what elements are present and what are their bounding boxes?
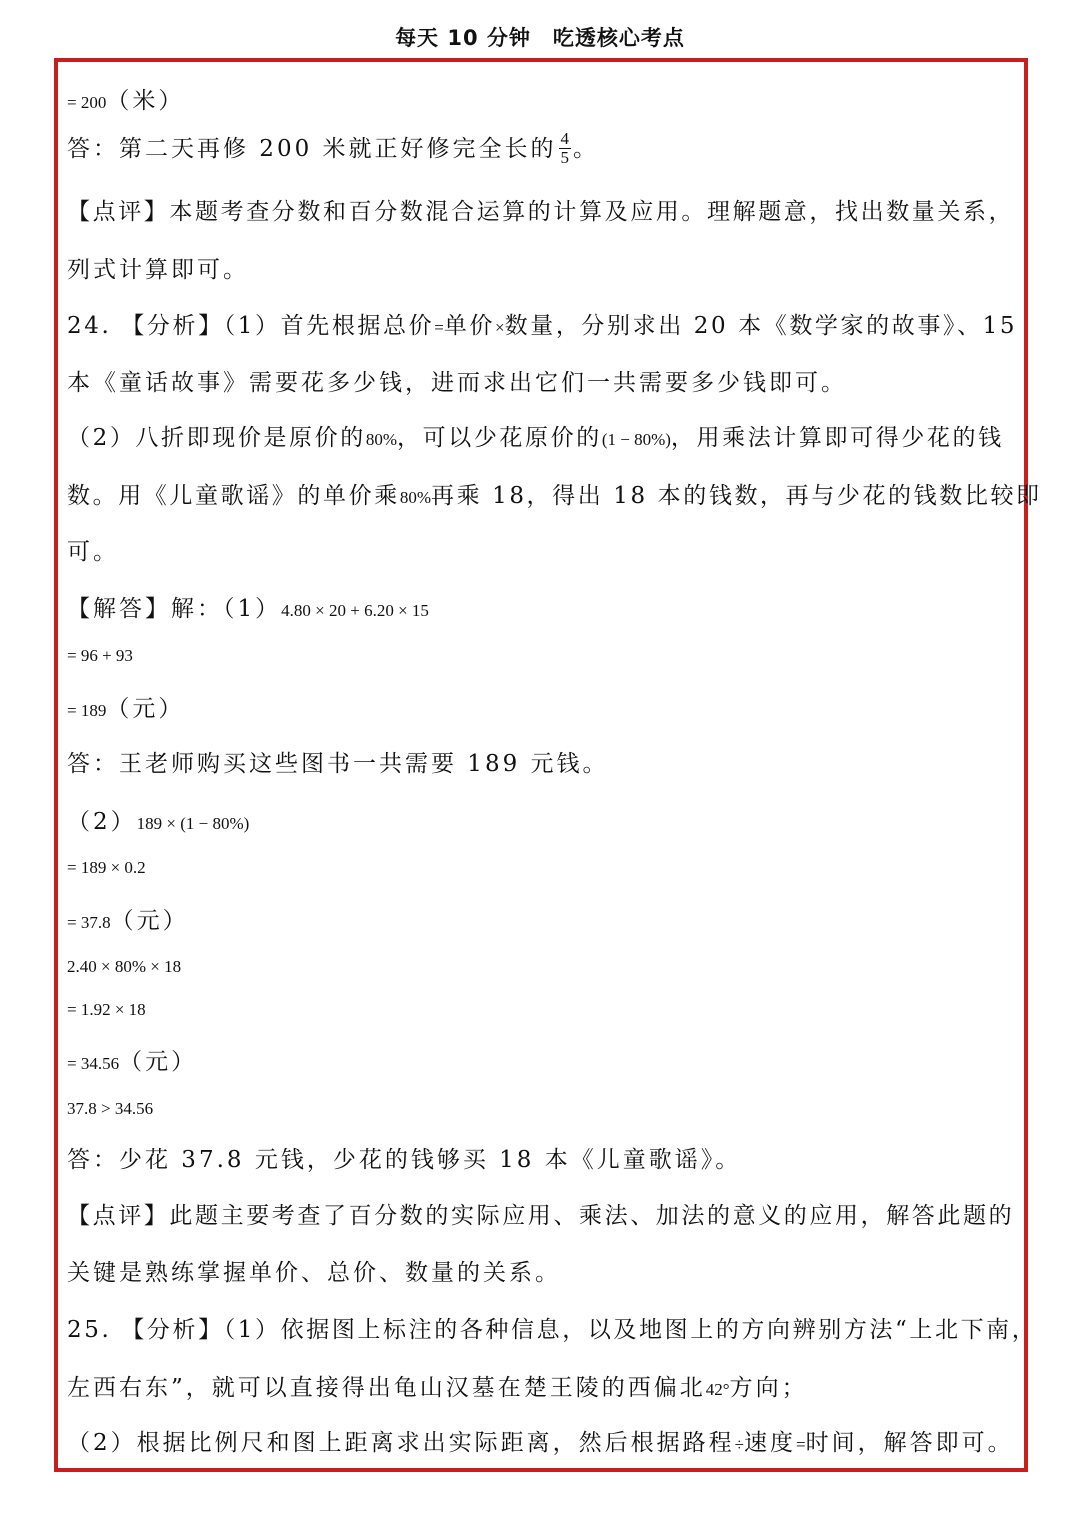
analysis-text: 数量，分别求出 20 本《数学家的故事》、15 [504, 313, 1018, 339]
math-expression: = 34.56 [67, 1054, 120, 1073]
analysis-text: 速度 [743, 1430, 796, 1456]
analysis-text: 再乘 18，得出 18 本的钱数，再与少花的钱数比较即 [430, 483, 1042, 509]
solution-line-24b [67, 803, 249, 836]
equals-sign: = [795, 1435, 806, 1454]
analysis-text: 方向； [729, 1375, 808, 1401]
comment-line-24a: 【点评】此题主要考查了百分数的实际应用、乘法、加法的意义的应用，解答此题的 [67, 1203, 1015, 1229]
fraction-denominator: 5 [560, 147, 570, 167]
math-expression: 2.40 × 80% × 18 [67, 957, 182, 976]
analysis-text: （2）八折即现价是原价的 [67, 425, 366, 451]
analysis-text: 左西右东”，就可以直接得出龟山汉墓在楚王陵的西偏北 [67, 1375, 706, 1401]
percent-value: 80% [399, 488, 431, 507]
solution-label: 【解答】解：（1） [67, 596, 282, 622]
period: 。 [573, 136, 600, 162]
comment-line-23b: 列式计算即可。 [67, 257, 249, 283]
calc-line [67, 853, 146, 879]
analysis-line-25a: 25. 【分析】（1）依据图上标注的各种信息，以及地图上的方向辨别方法“上北下南， [67, 1317, 1038, 1343]
analysis-line-24d [67, 477, 1042, 510]
calc-line [67, 690, 184, 723]
degree-value: 42° [705, 1380, 730, 1399]
equals-sign: = [434, 318, 444, 337]
calc-line [67, 952, 181, 978]
fraction-four-fifths [559, 130, 572, 167]
math-expression: = 96 + 93 [67, 646, 133, 665]
analysis-line-24b: 本《童话故事》需要花多少钱，进而求出它们一共需要多少钱即可。 [67, 370, 847, 396]
analysis-text: （2）根据比例尺和图上距离求出实际距离，然后根据路程 [67, 1430, 735, 1456]
answer-line-24b: 答：少花 37.8 元钱，少花的钱够买 18 本《儿童歌谣》。 [67, 1147, 742, 1173]
analysis-text: ，用乘法计算即可得少花的钱 [670, 425, 1004, 451]
comment-line-23a: 【点评】本题考查分数和百分数混合运算的计算及应用。理解题意，找出数量关系， [67, 199, 1015, 225]
analysis-line-24a [67, 307, 1018, 340]
analysis-line-25b [67, 1369, 808, 1402]
calc-line [67, 1043, 197, 1076]
analysis-text: ，可以少花原价的 [397, 425, 602, 451]
calc-line [67, 995, 146, 1021]
calc-line [67, 1094, 153, 1120]
math-expression: 4.80 × 20 + 6.20 × 15 [281, 601, 429, 620]
analysis-line-24e: 可。 [67, 539, 119, 565]
unit-label: （元） [110, 908, 189, 934]
answer-line-24a: 答：王老师购买这些图书一共需要 189 元钱。 [67, 751, 609, 777]
calc-line [67, 641, 133, 667]
times-sign: × [495, 318, 505, 337]
answer-line-23 [67, 130, 599, 169]
math-expression: = 1.92 × 18 [67, 1000, 146, 1019]
divide-sign: ÷ [734, 1435, 744, 1454]
math-expression: (1 − 80%) [601, 430, 671, 449]
analysis-text: 时间，解答即可。 [805, 1430, 1014, 1456]
analysis-text: 24. 【分析】（1）首先根据总价 [67, 313, 435, 339]
unit-label: （米） [106, 88, 185, 114]
comment-line-24b: 关键是熟练掌握单价、总价、数量的关系。 [67, 1260, 561, 1286]
analysis-line-24c [67, 419, 1013, 452]
calc-line-200-meters [67, 82, 184, 115]
math-expression: = 37.8 [67, 913, 111, 932]
math-expression: 189 × (1 − 80%) [136, 814, 250, 833]
answer-text: 答：第二天再修 200 米就正好修完全长的 [67, 136, 557, 162]
unit-label: （元） [106, 696, 185, 722]
fraction-numerator: 4 [560, 128, 570, 148]
unit-label: （元） [119, 1049, 198, 1075]
analysis-text: 单价 [443, 313, 496, 339]
calc-line [67, 902, 189, 935]
math-expression: = 189 × 0.2 [67, 858, 146, 877]
page-header: 每天 10 分钟 吃透核心考点 [395, 26, 685, 50]
solution-label: （2） [67, 809, 137, 835]
math-expression: = 200 [67, 93, 107, 112]
analysis-line-25c [67, 1424, 1014, 1457]
math-expression: 37.8 > 34.56 [67, 1099, 154, 1118]
analysis-text: 数。用《儿童歌谣》的单价乘 [67, 483, 400, 509]
percent-value: 80% [365, 430, 398, 449]
math-expression: = 189 [67, 701, 107, 720]
solution-line-24a [67, 590, 429, 623]
